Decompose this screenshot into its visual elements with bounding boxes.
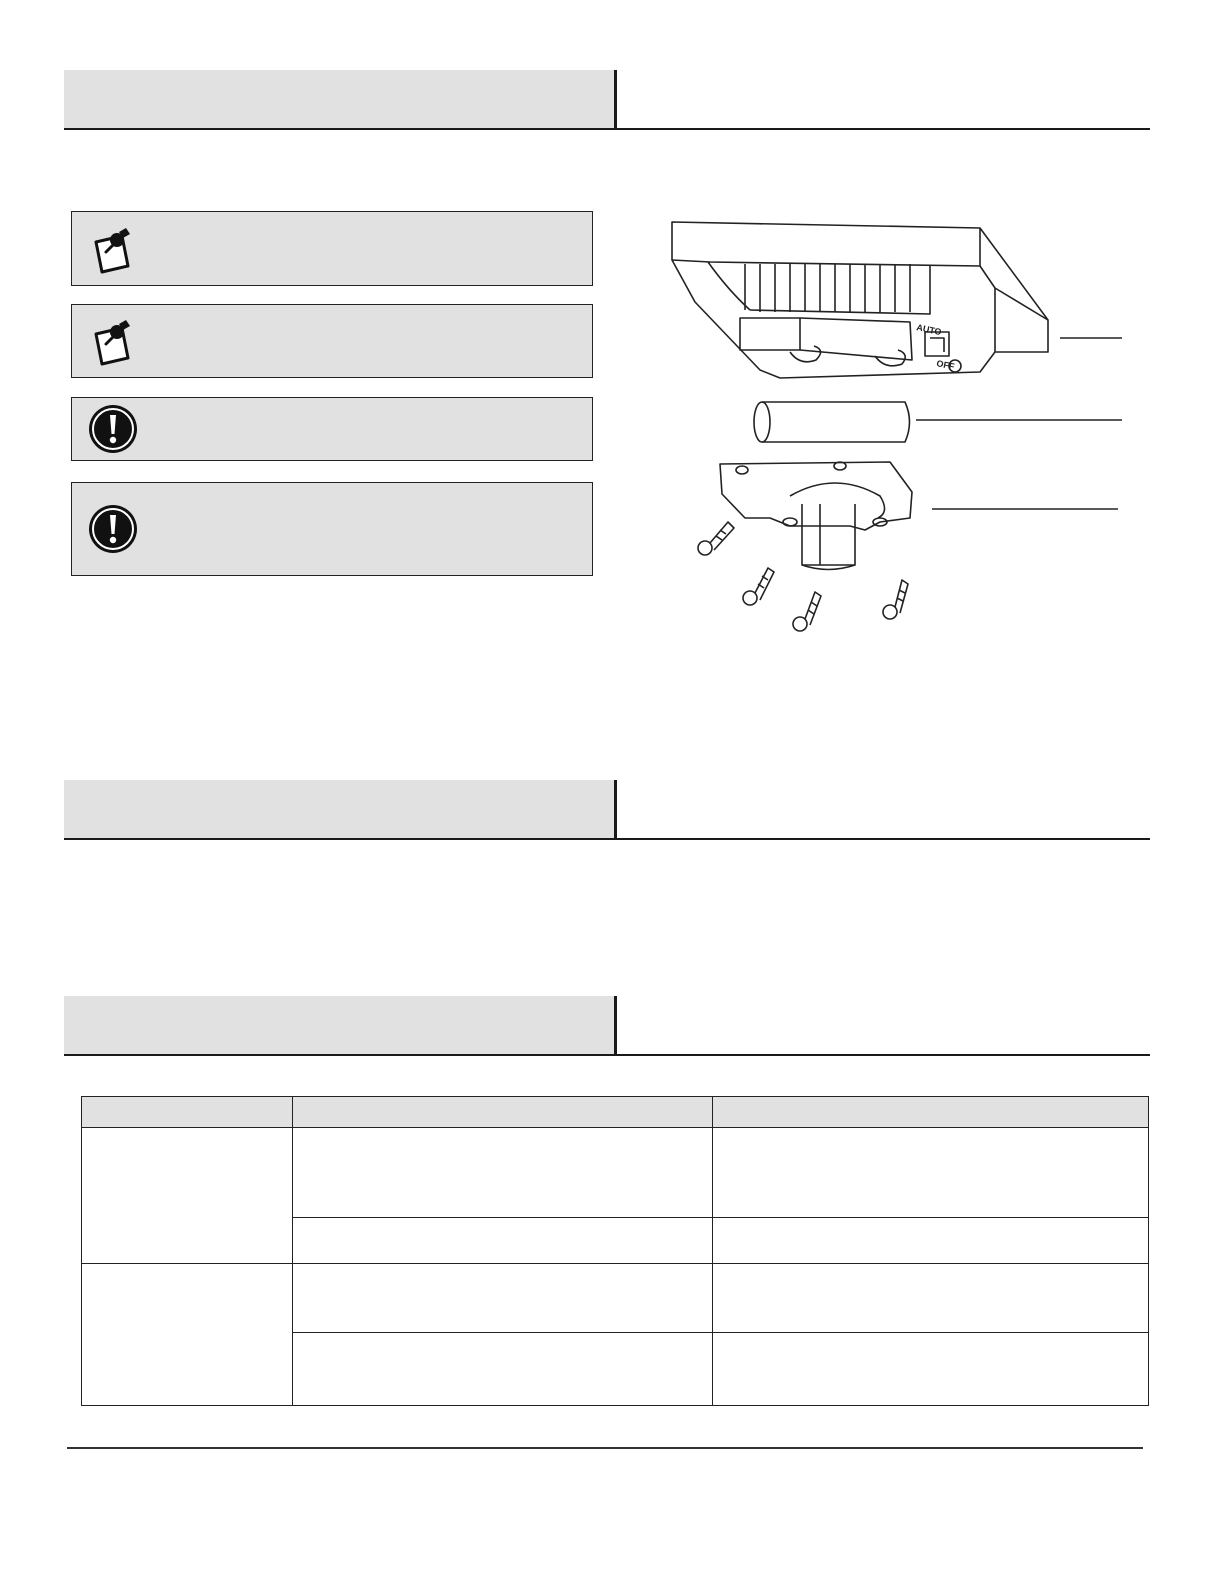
table-cell-cause (293, 1128, 713, 1218)
footer-rule (67, 1447, 1143, 1449)
pushpin-note-icon (86, 314, 140, 368)
section-header-3 (64, 996, 1150, 1056)
switch-label-auto: AUTO (915, 322, 943, 338)
table-cell-solution (713, 1218, 1149, 1264)
section-header-shade (64, 780, 614, 838)
table-header-cell (82, 1097, 293, 1128)
section-header-rule (64, 1054, 1150, 1056)
section-header-divider (614, 780, 617, 838)
exploded-parts-diagram (650, 200, 1140, 650)
exclamation-warning-icon (86, 502, 140, 556)
warning-box-2 (71, 482, 593, 576)
battery-outline (754, 402, 910, 442)
warning-box-1 (71, 397, 593, 461)
note-box-1 (71, 211, 593, 286)
section-header-divider (614, 70, 617, 128)
section-header-1 (64, 70, 1150, 130)
table-row (82, 1264, 1149, 1333)
table-header-cell (713, 1097, 1149, 1128)
exclamation-warning-icon (86, 402, 140, 456)
table-cell-problem (82, 1264, 293, 1406)
table-cell-cause (293, 1218, 713, 1264)
base-plate-outline (720, 462, 912, 570)
table-header-cell (293, 1097, 713, 1128)
section-header-rule (64, 128, 1150, 130)
table-cell-cause (293, 1333, 713, 1406)
screw-2 (743, 568, 774, 605)
switch-label-off: OFF (935, 358, 956, 372)
section-header-divider (614, 996, 617, 1054)
pushpin-note-icon (86, 222, 140, 276)
troubleshooting-table (81, 1096, 1149, 1406)
table-cell-problem (82, 1128, 293, 1264)
table-cell-solution (713, 1264, 1149, 1333)
housing-vent-fins (708, 262, 930, 314)
section-header-shade (64, 70, 614, 128)
table-cell-solution (713, 1333, 1149, 1406)
screw-4 (883, 580, 908, 619)
table-cell-cause (293, 1264, 713, 1333)
screw-1 (698, 522, 734, 555)
section-header-rule (64, 838, 1150, 840)
table-cell-solution (713, 1128, 1149, 1218)
section-header-2 (64, 780, 1150, 840)
table-header-row (82, 1097, 1149, 1128)
table-row (82, 1128, 1149, 1218)
note-box-2 (71, 304, 593, 378)
screw-3 (793, 592, 821, 631)
section-header-shade (64, 996, 614, 1054)
